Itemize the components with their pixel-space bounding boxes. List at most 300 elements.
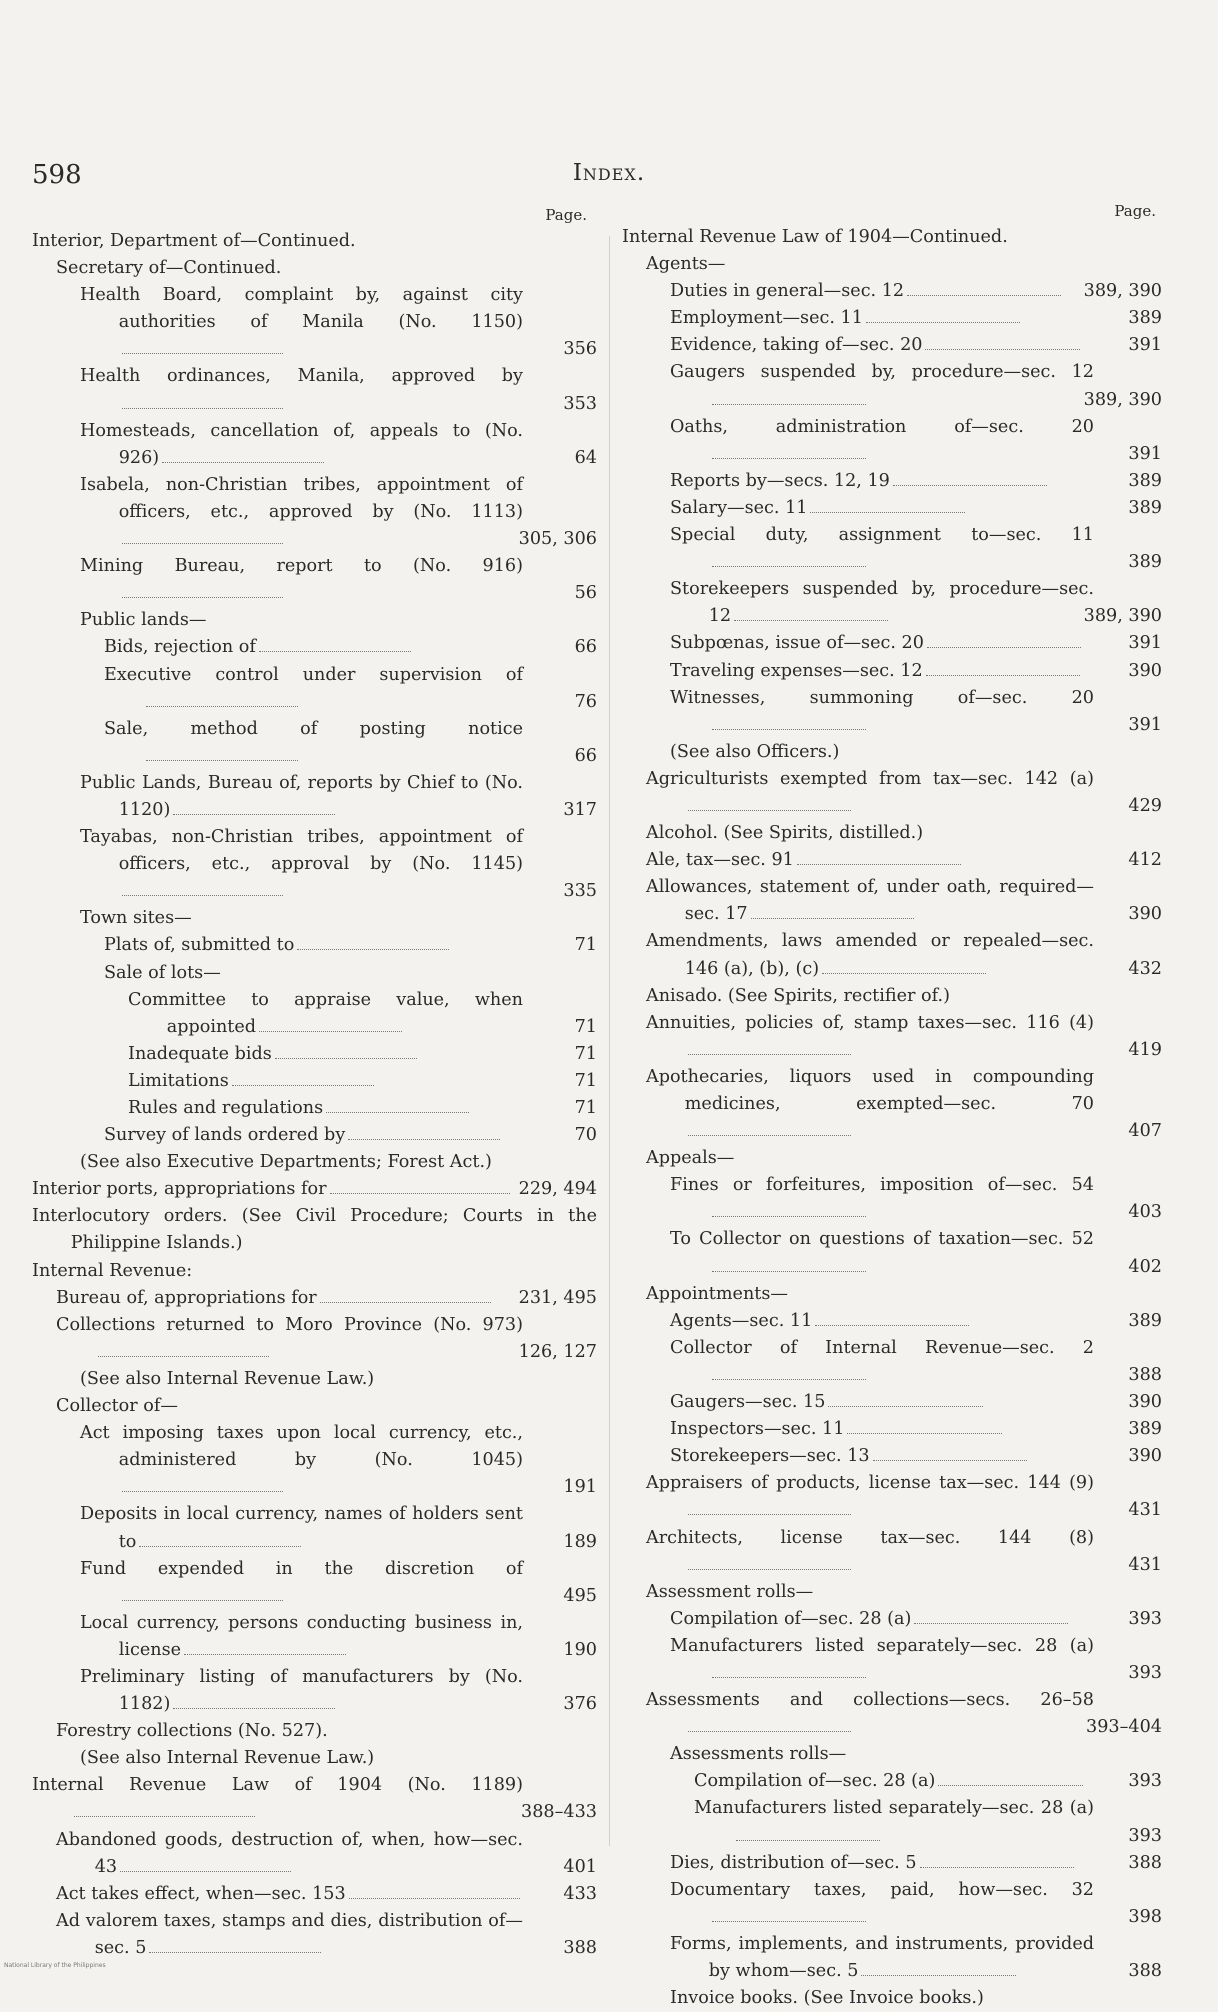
index-entry [32,1285,597,1312]
leader-dots [122,1600,284,1601]
leader-dots [688,1054,852,1055]
entry-label: Agriculturists exempted from tax—sec. 142 (a) [646,768,1094,789]
entry-label: Deposits in local currency, names of holders sent to [80,1504,523,1552]
entry-text [80,1610,523,1664]
index-entry [32,1556,597,1610]
leader-dots [184,1654,346,1655]
entry-label: Local currency, persons conducting business in, license [80,1612,523,1660]
entry-label: Plats of, submitted to [104,935,295,956]
leader-dots [297,949,449,950]
entry-label: Collector of Internal Revenue—sec. 2 [670,1337,1094,1358]
leader-dots [688,1731,852,1732]
entry-page-ref: 401 [563,1856,597,1877]
entry-label: Traveling expenses—sec. 12 [670,660,923,681]
entry-label: Appointments— [646,1283,788,1304]
entry-label: Annuities, policies of, stamp taxes—sec. 116 (4) [646,1012,1094,1033]
entry-label: Public Lands, Bureau of, reports by Chief to (No. 1120) [80,772,523,820]
entry-label: (See also Internal Revenue Law.) [80,1748,375,1769]
entry-page-ref: 393–404 [1086,1717,1162,1738]
entry-page-ref: 391 [1128,633,1162,654]
entry-label: Apothecaries, liquors used in compounding medicines, exempted—sec. 70 [646,1066,1094,1114]
index-entry [622,1443,1162,1470]
page-column-label: Page. [1114,202,1156,220]
entry-text [670,1985,1162,2012]
entry-label: Survey of lands ordered by [104,1125,346,1146]
entry-page-ref: 402 [1128,1256,1162,1277]
leader-dots [173,1708,335,1709]
entry-label: Invoice books. (See Invoice books.) [670,1988,984,2009]
entry-label: Internal Revenue Law of 1904 (No. 1189) [32,1775,523,1796]
entry-text [80,607,597,634]
entry-label: Internal Revenue Law of 1904—Continued. [622,227,1008,247]
entry-text [128,1068,523,1095]
index-entry [622,1010,1162,1064]
entry-text [670,1606,1094,1633]
entry-label: Architects, license tax—sec. 144 (8) [646,1527,1094,1548]
index-entry [622,1335,1162,1389]
entry-page-ref: 71 [574,1070,597,1091]
entry-label: Health ordinances, Manila, approved by [80,366,523,387]
leader-dots [146,706,298,707]
entry-label: Assessments rolls— [670,1744,847,1765]
entry-label: Assessment rolls— [646,1581,814,1602]
entry-text [32,228,597,255]
entry-text [80,824,523,905]
index-entry [32,824,597,905]
leader-dots [688,1135,852,1136]
entry-label: Act imposing taxes upon local currency, etc., administered by (No. 1045) [80,1423,523,1471]
leader-dots [927,647,1081,648]
index-entry [32,1041,597,1068]
entry-text [80,553,523,607]
index-entry [622,1579,1162,1606]
entry-text [646,983,1162,1010]
entry-page-ref: 389 [1128,470,1162,491]
entry-page-ref: 71 [574,1098,597,1118]
index-entry [622,983,1162,1010]
entry-text [670,1335,1094,1389]
entry-text [80,1664,523,1718]
index-entry [622,739,1162,766]
index-entry [622,468,1162,495]
index-entry [32,770,597,824]
index-entry [622,685,1162,739]
index-entry [32,282,597,363]
leader-dots [349,1898,520,1899]
entry-text [32,1203,597,1257]
entry-text [694,1768,1094,1795]
entry-text [104,662,523,716]
entry-text [104,932,523,959]
index-entry [622,1985,1162,2012]
page-column-label: Page. [545,206,587,224]
entry-text [646,1579,1162,1606]
entry-page-ref: 356 [563,339,597,360]
leader-dots [122,597,284,598]
index-entry [622,1389,1162,1416]
entry-page-ref: 231, 495 [518,1287,597,1308]
left-entries [32,228,597,1962]
leader-dots [847,1433,1001,1434]
entry-page-ref: 390 [1128,660,1162,681]
entry-label: Special duty, assignment to—sec. 11 [670,525,1094,546]
entry-text [104,634,523,661]
entry-text [670,1633,1094,1687]
entry-text [56,1285,523,1312]
entry-page-ref: 398 [1128,1906,1162,1927]
entry-text [80,1366,597,1393]
entry-text [32,1258,597,1285]
index-column-left [32,206,597,1962]
entry-page-ref: 390 [1128,1446,1162,1467]
entry-text [670,1416,1094,1443]
index-entry [32,1366,597,1393]
index-entry [622,332,1162,359]
entry-page-ref: 388 [563,1937,597,1958]
entry-label: Anisado. (See Spirits, rectifier of.) [646,985,950,1006]
index-entry [622,820,1162,847]
entry-text [56,255,597,282]
index-entry [622,414,1162,468]
entry-label: Preliminary listing of manufacturers by (No. 1182) [80,1666,523,1715]
index-entry [32,1176,597,1203]
entry-label: Tayabas, non-Christian tribes, appointment of officers, etc., approval by (No. 1145) [80,827,523,875]
index-entry [622,1741,1162,1768]
index-entry [622,278,1162,305]
index-entry [32,1772,597,1826]
index-entry [32,1881,597,1908]
index-entry [32,716,597,770]
leader-dots [734,620,888,621]
entry-page-ref: 419 [1128,1039,1162,1060]
index-entry [622,1850,1162,1877]
entry-page-ref: 388 [1128,1852,1162,1873]
entry-label: Isabela, non-Christian tribes, appointment of officers, etc., approved by (No. 1113) [80,474,523,522]
index-entry [622,576,1162,630]
entry-label: Compilation of—sec. 28 (a) [694,1771,936,1792]
index-entry [622,1687,1162,1741]
entry-text [646,1010,1094,1064]
entry-page-ref: 66 [574,637,597,658]
entry-label: Interlocutory orders. (See Civil Procedure; Courts in the Philippine Islands.) [32,1206,597,1254]
entry-text [670,359,1094,413]
entry-page-ref: 389 [1128,1310,1162,1331]
leader-dots [120,1871,291,1872]
entry-label: Executive control under supervision of [104,664,523,685]
leader-dots [122,353,284,354]
entry-label: Reports by—secs. 12, 19 [670,470,890,491]
entry-label: Ale, tax—sec. 91 [646,850,794,871]
entry-label: Committee to appraise value, when appointed [128,989,523,1037]
entry-page-ref: 71 [574,1016,597,1037]
index-entry [622,847,1162,874]
index-entry [622,1795,1162,1849]
index-entry [32,1203,597,1257]
entry-label: Ad valorem taxes, stamps and dies, distribution of—sec. 5 [56,1910,523,1958]
entry-label: Fund expended in the discretion of [80,1558,523,1579]
entry-label: Bids, rejection of [104,637,256,658]
index-entry [622,1606,1162,1633]
entry-label: Amendments, laws amended or repealed—sec. 146 (a), (b), (c) [646,931,1094,979]
leader-dots [828,1406,982,1407]
entry-label: Act takes effect, when—sec. 153 [56,1883,346,1904]
leader-dots [920,1867,1074,1868]
index-entry [32,1312,597,1366]
index-entry [32,1393,597,1420]
leader-dots [815,1325,969,1326]
entry-page-ref: 391 [1128,443,1162,464]
entry-text [670,495,1094,522]
entry-label: Employment—sec. 11 [670,308,863,329]
entry-label: Rules and regulations [128,1098,324,1118]
entry-label: Abandoned goods, destruction of, when, how—sec. 43 [56,1829,523,1877]
index-entry [32,1258,597,1285]
entry-label: Forms, implements, and instruments, provided by whom—sec. 5 [670,1933,1094,1981]
entry-text [646,1470,1094,1524]
index-entry [622,251,1162,278]
entry-page-ref: 191 [563,1477,597,1498]
entry-page-ref: 389 [1128,1419,1162,1440]
entry-text [128,1095,523,1122]
page-title: Index. [572,160,646,186]
index-entry [622,1470,1162,1524]
index-entry [622,1145,1162,1172]
entry-text [694,1795,1094,1849]
index-entry [32,1827,597,1881]
entry-text [56,1908,523,1962]
index-entry [32,1745,597,1772]
index-entry [622,1308,1162,1335]
index-entry [32,1718,597,1745]
entry-text [670,332,1094,359]
entry-text [646,1145,1162,1172]
entry-text [670,685,1094,739]
entry-text [80,770,523,824]
index-entry [32,363,597,417]
entry-page-ref: 389 [1128,497,1162,518]
entry-text [670,305,1094,332]
entry-label: To Collector on questions of taxation—sec. 52 [670,1229,1094,1250]
entry-page-ref: 353 [563,393,597,414]
index-entry [32,607,597,634]
index-entry [32,418,597,472]
index-column-right [622,202,1162,2012]
entry-text [670,1308,1094,1335]
entry-text [56,1881,523,1908]
leader-dots [914,1623,1068,1624]
leader-dots [348,1139,500,1140]
entry-page-ref: 390 [1128,1392,1162,1413]
entry-text [670,658,1094,685]
entry-label: Allowances, statement of, under oath, required—sec. 17 [646,877,1094,925]
page-number: 598 [32,160,82,190]
entry-page-ref: 64 [574,447,597,468]
leader-dots [926,675,1080,676]
entry-page-ref: 429 [1128,795,1162,816]
entry-label: Sale of lots— [104,962,221,983]
entry-page-ref: 412 [1128,850,1162,871]
entry-text [80,1556,523,1610]
entry-label: Interior, Department of—Continued. [32,231,356,251]
entry-page-ref: 190 [563,1639,597,1660]
entry-label: Manufacturers listed separately—sec. 28 (a) [670,1635,1094,1656]
leader-dots [275,1058,418,1059]
entry-text [80,282,523,363]
entry-label: Agents—sec. 11 [670,1310,813,1331]
entry-page-ref: 376 [563,1694,597,1715]
index-entry [32,472,597,553]
entry-text [80,905,597,932]
entry-text [670,468,1094,495]
entry-page-ref: 391 [1128,335,1162,356]
entry-label: Storekeepers suspended by, procedure—sec. 12 [670,579,1094,627]
entry-label: Alcohol. (See Spirits, distilled.) [646,823,924,844]
page-header [0,160,1218,200]
entry-text [670,1877,1094,1931]
index-entry [32,1908,597,1962]
entry-text [670,1443,1094,1470]
entry-text [670,1741,1162,1768]
entry-text [646,820,1162,847]
entry-text [646,874,1094,928]
index-entry [622,630,1162,657]
entry-text [80,418,523,472]
leader-dots [822,973,986,974]
leader-dots [873,1460,1027,1461]
entry-label: Assessments and collections—secs. 26–58 [646,1690,1094,1711]
index-entry [622,1525,1162,1579]
leader-dots [122,895,284,896]
leader-dots [810,512,964,513]
index-entry [622,359,1162,413]
index-entry [622,495,1162,522]
leader-dots [925,349,1079,350]
leader-dots [146,760,298,761]
entry-page-ref: 407 [1128,1121,1162,1142]
entry-page-ref: 393 [1128,1662,1162,1683]
entry-text [670,522,1094,576]
leader-dots [688,1514,852,1515]
index-entry [622,224,1162,251]
index-entry [32,634,597,661]
entry-page-ref: 389 [1128,308,1162,329]
leader-dots [712,1677,866,1678]
entry-page-ref: 389, 390 [1083,606,1162,627]
index-entry [622,1172,1162,1226]
index-entry [32,987,597,1041]
entry-label: Gaugers—sec. 15 [670,1392,826,1413]
entry-page-ref: 431 [1128,1500,1162,1521]
entry-page-ref: 56 [574,583,597,604]
leader-dots [712,1271,866,1272]
entry-text [646,1525,1094,1579]
entry-page-ref: 495 [563,1585,597,1606]
index-entry [32,662,597,716]
entry-text [670,1226,1094,1280]
index-entry [32,932,597,959]
index-entry [32,1095,597,1122]
leader-dots [712,458,866,459]
entry-page-ref: 389 [1128,552,1162,573]
entry-label: Town sites— [80,908,192,929]
entry-label: Dies, distribution of—sec. 5 [670,1852,917,1873]
entry-text [56,1393,597,1420]
index-entry [622,1877,1162,1931]
entry-page-ref: 66 [574,745,597,766]
entry-text [622,224,1162,251]
entry-label: Collections returned to Moro Province (No. 973) [56,1314,523,1335]
entry-text [670,630,1094,657]
index-entry [622,305,1162,332]
entry-text [670,1931,1094,1985]
entry-text [646,766,1094,820]
index-entry [622,874,1162,928]
index-entry [622,658,1162,685]
entry-text [56,1827,523,1881]
leader-dots [712,1921,866,1922]
leader-dots [259,651,411,652]
entry-page-ref: 390 [1128,904,1162,925]
leader-dots [330,1193,511,1194]
leader-dots [751,918,915,919]
entry-page-ref: 189 [563,1531,597,1552]
entry-label: Appraisers of products, license tax—sec. 144 (9) [646,1473,1094,1494]
index-entry [622,928,1162,982]
entry-text [80,1420,523,1501]
entry-page-ref: 229, 494 [518,1179,597,1200]
entry-page-ref: 71 [574,935,597,956]
right-entries [622,224,1162,2012]
entry-text [56,1718,597,1745]
entry-text [80,1149,597,1176]
entry-text [32,1772,523,1826]
leader-dots [797,864,961,865]
index-entry [622,1768,1162,1795]
leader-dots [938,1785,1083,1786]
index-entry [622,1931,1162,1985]
entry-page-ref: 76 [574,691,597,712]
entry-label: Inadequate bids [128,1043,272,1064]
entry-text [128,987,523,1041]
entry-text [104,1122,523,1149]
leader-dots [712,1216,866,1217]
entry-text [670,1389,1094,1416]
index-entry [32,228,597,255]
leader-dots [320,1302,491,1303]
entry-label: Collector of— [56,1396,178,1417]
entry-label: Health Board, complaint by, against city authorities of Manila (No. 1150) [80,285,523,333]
entry-text [56,1312,523,1366]
leader-dots [861,1975,1015,1976]
entry-text [80,363,523,417]
entry-label: (See also Officers.) [670,741,840,762]
entry-page-ref: 388–433 [521,1802,597,1823]
leader-dots [173,814,335,815]
entry-text [128,1041,523,1068]
leader-dots [326,1112,469,1113]
entry-label: Compilation of—sec. 28 (a) [670,1608,912,1629]
entry-label: Oaths, administration of—sec. 20 [670,416,1094,437]
index-entry [622,1064,1162,1145]
entry-label: Bureau of, appropriations for [56,1287,317,1308]
entry-label: Storekeepers—sec. 13 [670,1446,870,1467]
entry-page-ref: 388 [1128,1364,1162,1385]
entry-text [32,1176,523,1203]
entry-text [80,472,523,553]
index-entry [622,1416,1162,1443]
entry-page-ref: 389, 390 [1083,389,1162,410]
leader-dots [712,729,866,730]
